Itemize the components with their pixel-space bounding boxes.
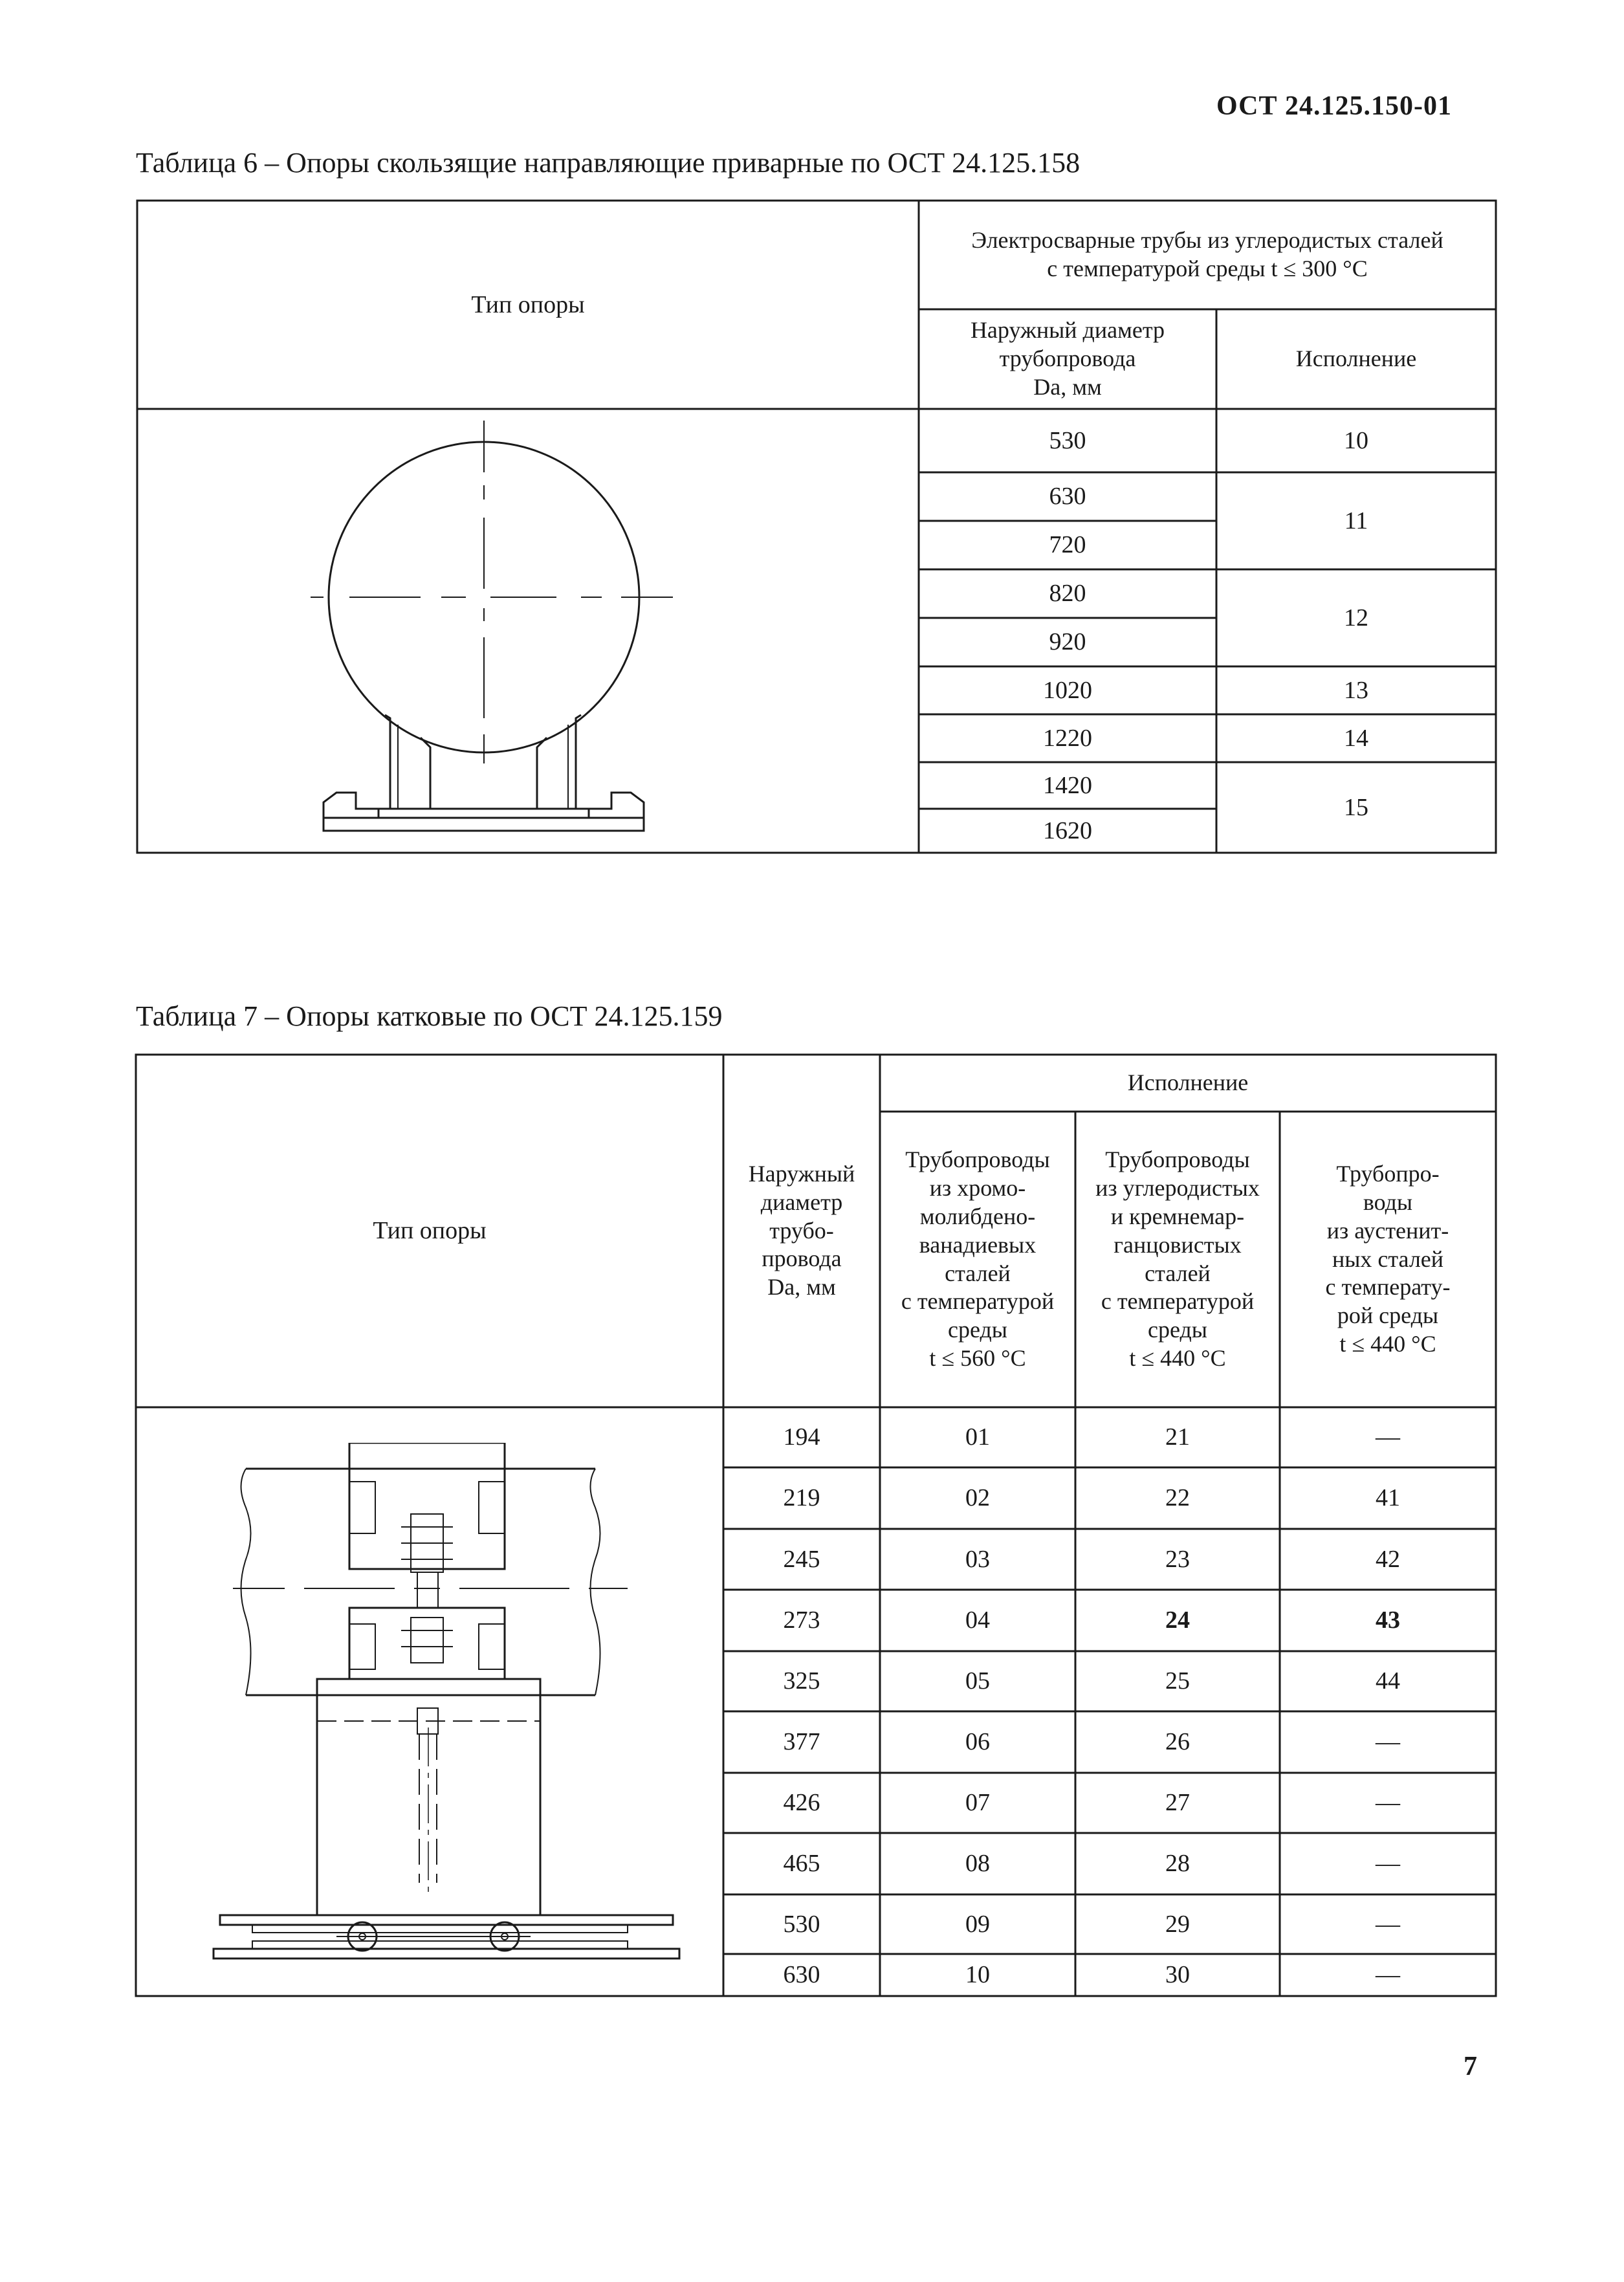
table7-cell-exec-1: 02 — [965, 1484, 990, 1512]
table7-cell-exec-2: 22 — [1165, 1484, 1190, 1512]
table7-cell-exec-3: — — [1376, 1789, 1400, 1817]
table7-cell-exec-1: 03 — [965, 1545, 990, 1573]
table7-cell-exec-2: 27 — [1165, 1789, 1190, 1817]
table6-execution: 12 — [1344, 604, 1368, 631]
table7-header-type: Тип опоры — [373, 1217, 487, 1245]
table7-subheader-text: Трубопро- воды из аустенит- ных сталей с температу- рой среды t ≤ 440 °С — [1325, 1160, 1451, 1357]
table7-cell-diameter: 465 — [783, 1850, 820, 1878]
table6-diameter: 630 — [1049, 483, 1086, 510]
table6-diameter: 1020 — [1043, 676, 1092, 704]
table7-subheader-text: Трубопроводы из углеродистых и кремнемар- ганцовистых сталей с температурой среды t ≤ 440 °С — [1095, 1146, 1260, 1372]
table6-diameter: 920 — [1049, 628, 1086, 656]
table6-execution: 15 — [1344, 793, 1368, 821]
table6-diameter: 720 — [1049, 531, 1086, 559]
table7-cell-diameter: 194 — [783, 1423, 820, 1451]
table7-cell-exec-3: — — [1376, 1850, 1400, 1878]
table7-cell-exec-2: 26 — [1165, 1728, 1190, 1756]
table7-cell-exec-3: — — [1376, 1910, 1400, 1938]
table7-cell-exec-3: — — [1376, 1728, 1400, 1756]
table7-cell-exec-2: 29 — [1165, 1910, 1190, 1938]
table7-cell-diameter: 377 — [783, 1728, 820, 1756]
table6-header-type: Тип опоры — [471, 291, 585, 318]
table7-cell-exec-3: 44 — [1376, 1667, 1400, 1695]
table7-cell-exec-1: 04 — [965, 1607, 990, 1634]
table7-cell-diameter: 530 — [783, 1910, 820, 1938]
table7-cell-exec-2: 25 — [1165, 1667, 1190, 1695]
table6-header-diameter-text: Наружный диаметр трубопровода Da, мм — [970, 317, 1165, 400]
table7-cell-diameter: 325 — [783, 1667, 820, 1695]
table7-cell-exec-1: 07 — [965, 1789, 990, 1817]
table7-cell-exec-2: 23 — [1165, 1545, 1190, 1573]
table7-header-diameter — [723, 1055, 880, 1407]
table7-caption: Таблица 7 – Опоры катковые по ОСТ 24.125.159 — [136, 1000, 723, 1032]
page-number: 7 — [1464, 2052, 1477, 2081]
table7-cell-exec-1: 05 — [965, 1667, 990, 1695]
table7-cell-diameter: 245 — [783, 1545, 820, 1573]
table6-execution: 11 — [1344, 507, 1368, 534]
table7-cell-exec-2: 28 — [1165, 1850, 1190, 1878]
table7-cell-exec-3: — — [1376, 1961, 1400, 1989]
table6-caption: Таблица 6 – Опоры скользящие направляющие приварные по ОСТ 24.125.158 — [136, 147, 1081, 179]
table7-header-diameter-text: Наружный диаметр трубо- провода Da, мм — [748, 1160, 855, 1300]
table6-header-diameter — [919, 309, 1216, 409]
table7-cell-exec-2: 24 — [1165, 1607, 1190, 1634]
table7-cell-exec-1: 10 — [965, 1961, 990, 1989]
table7-subheader — [1280, 1112, 1496, 1407]
table6-diameter: 1220 — [1043, 724, 1092, 752]
table7-cell-exec-3: — — [1376, 1423, 1400, 1451]
table7-subheader — [880, 1112, 1075, 1407]
table7-subheader — [1075, 1112, 1280, 1407]
table6-diameter: 820 — [1049, 580, 1086, 608]
table7-cell-diameter: 426 — [783, 1789, 820, 1817]
table7-support-drawing — [181, 1443, 699, 1960]
table6-execution: 10 — [1344, 426, 1368, 454]
table6-support-drawing — [272, 414, 699, 848]
table7-cell-exec-2: 30 — [1165, 1961, 1190, 1989]
table6-header-group — [919, 201, 1496, 309]
table7-cell-exec-1: 01 — [965, 1423, 990, 1451]
table6-diameter: 1420 — [1043, 771, 1092, 799]
document-code: ОСТ 24.125.150-01 — [1216, 91, 1453, 121]
table7-cell-exec-1: 06 — [965, 1728, 990, 1756]
table7-header-group: Исполнение — [1127, 1070, 1249, 1096]
table7-cell-exec-1: 08 — [965, 1850, 990, 1878]
table7-cell-exec-3: 43 — [1376, 1607, 1400, 1634]
table6-diameter: 530 — [1049, 426, 1086, 454]
table6-execution: 13 — [1344, 676, 1368, 704]
table7-subheader-text: Трубопроводы из хромо- молибдено- ванадиевых сталей с температурой среды t ≤ 560 °С — [901, 1146, 1055, 1372]
table7-cell-diameter: 273 — [783, 1607, 820, 1634]
table7-cell-diameter: 630 — [783, 1961, 820, 1989]
table7-cell-exec-2: 21 — [1165, 1423, 1190, 1451]
table6-execution: 14 — [1344, 724, 1368, 752]
table6-header-group-text: Электросварные трубы из углеродистых сталей с температурой среды t ≤ 300 °С — [971, 227, 1443, 281]
table7-cell-exec-3: 41 — [1376, 1484, 1400, 1512]
table7-cell-diameter: 219 — [783, 1484, 820, 1512]
table6-header-execution: Исполнение — [1295, 346, 1417, 372]
table7-cell-exec-3: 42 — [1376, 1545, 1400, 1573]
table7-cell-exec-1: 09 — [965, 1910, 990, 1938]
table6-diameter: 1620 — [1043, 817, 1092, 844]
